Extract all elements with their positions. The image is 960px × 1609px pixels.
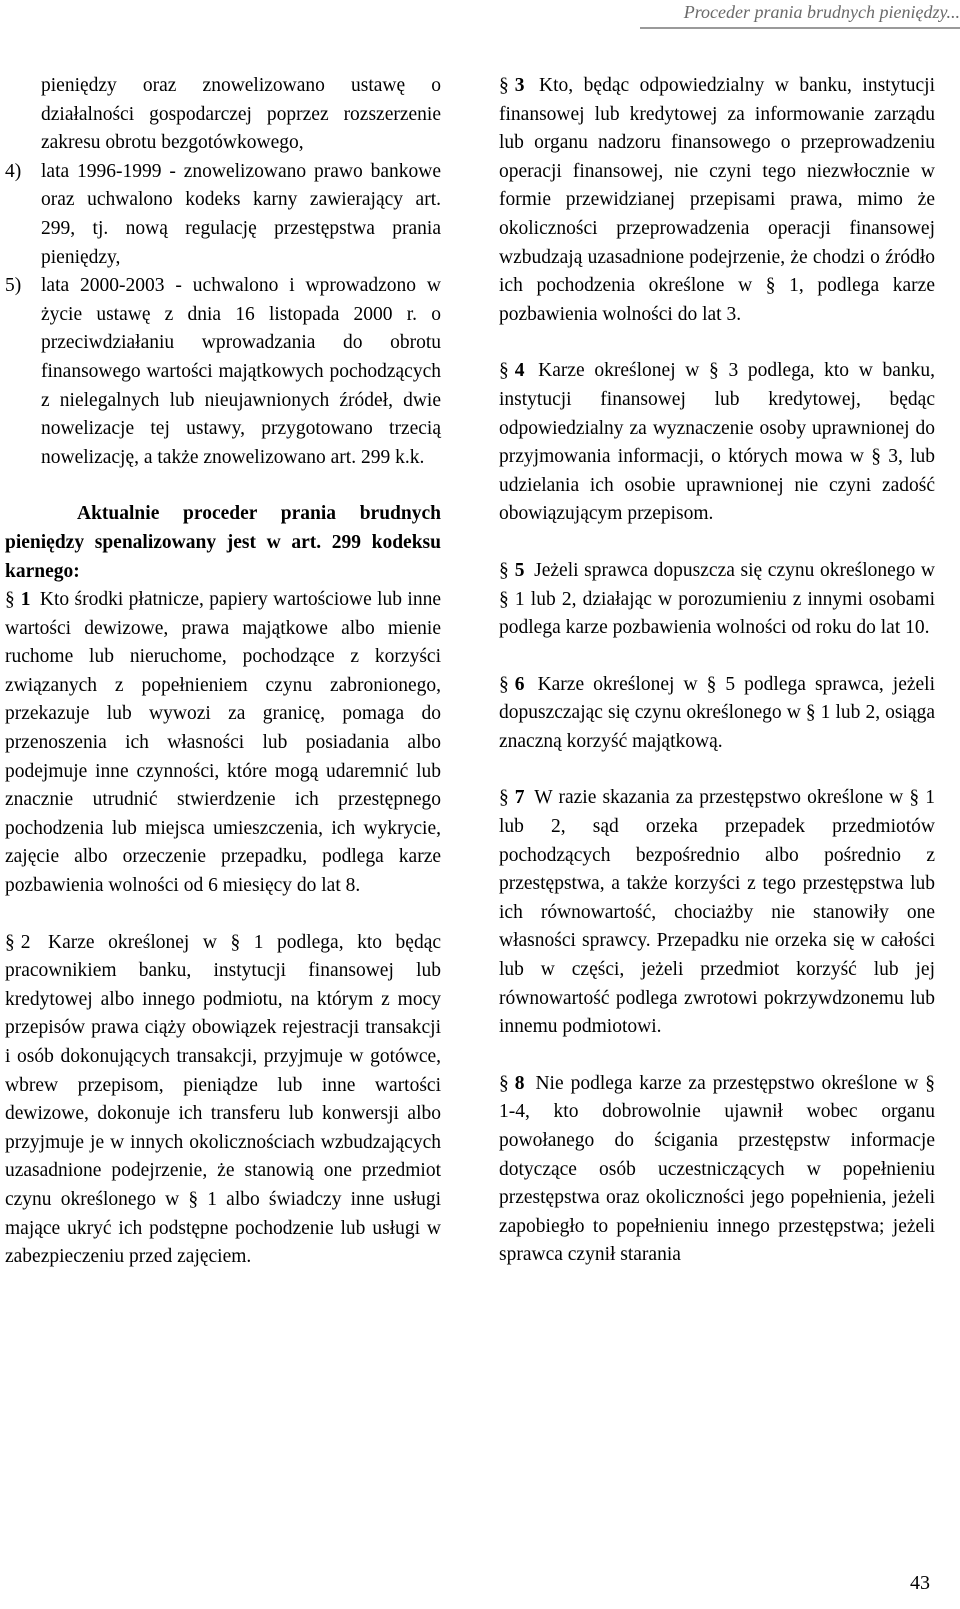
intro-paragraph: pieniędzy oraz znowelizowano ustawę o działalności gospodarczej poprzez rozszerzenie zakresu obrotu bezgotówkowego, <box>41 75 441 154</box>
section-number: 5 <box>514 559 525 581</box>
section-number: 2 <box>20 931 31 953</box>
paragraph-section-1 <box>5 586 441 901</box>
section-number: 4 <box>514 360 525 382</box>
section-text: W razie skazania za przestępstwo określone w § 1 lub 2, sąd orzeka przepadek przedmiotów pochodzących bezpośrednio albo pośrednio z przestępstwa, a także korzyści z tego przestępstwa lub ich równowartość, chociażby nie stanowiły one własności sprawcy. Przepadku nie orzeka się w całości lub w części, jeżeli przedmiot korzyść lub jej równowartość podlega zwrotowi pokrzywdzonemu lub innemu podmiotowi. <box>499 787 935 1038</box>
section-sign: § <box>5 589 15 611</box>
section-sign: § <box>499 559 509 581</box>
section-text: Jeżeli sprawca dopuszcza się czynu określonego w § 1 lub 2, działając w porozumieniu z innymi osobami podlega karze pozbawienia wolności od roku do lat 10. <box>499 559 936 639</box>
section-number: 6 <box>514 673 525 695</box>
list-item-number: 4) <box>5 160 22 182</box>
list-item-text: lata 1996-1999 - znowelizowano prawo bankowe oraz uchwalono kodeks karny zawierający art. 299, tj. nową regulację przestępstwa prania pieniędzy, <box>41 160 441 268</box>
list-item-text: lata 2000-2003 - uchwalono i wprowadzono w życie ustawę z dnia 16 listopada 2000 r. o przeciwdziałaniu wprowadzania do obrotu finansowego wartości majątkowych pochodzących z nielegalnych lub nieujawnionych źródeł, dwie nowelizacje tej ustawy, przygotowano trzecią nowelizację, a także znowelizowano art. 299 k.k. <box>41 275 441 468</box>
running-title: Proceder prania brudnych pieniędzy... <box>683 2 960 22</box>
left-column <box>5 72 441 1272</box>
section-number: 8 <box>514 1072 525 1094</box>
page-number: 43 <box>910 1572 930 1594</box>
right-column <box>499 72 935 1270</box>
section-text: Karze określonej w § 1 podlega, kto będąc pracownikiem banku, instytucji finansowej lub kredytowej albo innego podmiotu, na którym z mocy przepisów prawa ciąży obowiązek rejestracji transakcji i osób dokonujących transakcji, przyjmuje w gotówce, wbrew przepisom, pieniądze lub inne wartości dewizowe, dokonuje ich transferu lub konwersji albo przyjmuje je w innych okolicznościach wzbudzających uzasadnione podejrzenie, że stanowią one przedmiot czynu określonego w § 1 albo świadczy inne usługi mające ukryć ich podstępne pochodzenie lub usługi w zabezpieczeniu przed zajęciem. <box>5 931 442 1268</box>
section-sign: § <box>499 1072 509 1094</box>
section-text: Karze określonej w § 3 podlega, kto w banku, instytucji finansowej lub kredytowej, będąc odpowiedzialny za wyznaczenie osoby uprawnionej do przyjmowania informacji, o których mowa w § 3, lub udzielania ich osobie uprawnionej nie czyni zadość obowiązującym przepisom. <box>499 360 936 525</box>
section-text: Kto środki płatnicze, papiery wartościowe lub inne wartości dewizowe, prawa majątkowe albo mienie ruchome lub nieruchome, pochodzące z korzyści związanych z popełnieniem czynu zabronionego, przekazuje lub wywozi za granicę, pomaga do przenoszenia ich własności lub posiadania albo podejmuje inne czynności, które mogą udaremnić lub znacznie utrudnić stwierdzenie ich przestępnego pochodzenia lub miejsca umieszczenia, ich wykrycie, zajęcie albo orzeczenie przepadku, podlega karze pozbawienia wolności od 6 miesięcy do lat 8. <box>5 589 441 897</box>
list-item <box>5 158 441 272</box>
section-sign: § <box>5 931 15 953</box>
section-sign: § <box>499 787 509 809</box>
paragraph-section-4 <box>499 357 935 529</box>
section-heading: Aktualnie proceder prania brudnych pieniędzy spenalizowany jest w art. 299 kodeksu karnego: <box>5 503 441 582</box>
list-item <box>5 272 441 472</box>
running-header <box>640 2 960 29</box>
paragraph-section-3 <box>499 72 935 329</box>
section-sign: § <box>499 673 509 695</box>
section-number: 3 <box>514 75 525 96</box>
paragraph-section-2 <box>5 929 441 1272</box>
section-number: 7 <box>514 787 525 809</box>
paragraph-section-7 <box>499 784 935 1041</box>
section-text: Karze określonej w § 5 podlega sprawca, jeżeli dopuszczając się czynu określonego w § 1 lub 2, osiąga znaczną korzyść majątkową. <box>499 673 935 752</box>
paragraph-section-6 <box>499 671 935 757</box>
section-sign: § <box>499 75 509 96</box>
section-sign: § <box>499 360 509 382</box>
paragraph-section-8 <box>499 1070 935 1270</box>
paragraph-section-5 <box>499 557 935 643</box>
section-text: Kto, będąc odpowiedzialny w banku, instytucji finansowej lub kredytowej za informowanie zarządu lub organu nadzoru finansowego o przeprowadzeniu operacji finansowej, nie czyni tego niezwłocznie w formie przewidzianej przepisami prawa, mimo że okoliczności przeprowadzenia operacji finansowej wzbudzają uzasadnione podejrzenie, że chodzi o źródło ich pochodzenia określone w § 1, podlega karze pozbawienia wolności do lat 3. <box>499 75 935 325</box>
section-number: 1 <box>20 589 31 611</box>
list-item-number: 5) <box>5 275 22 297</box>
section-text: Nie podlega karze za przestępstwo określone w § 1-4, kto dobrowolnie ujawnił wobec organu powołanego do ścigania przestępstw informacje dotyczące osób uczestniczących w popełnieniu przestępstwa oraz okoliczności jego popełnienia, jeżeli zapobiegło to popełnieniu innego przestępstwa; jeżeli sprawca czynił starania <box>499 1072 936 1266</box>
